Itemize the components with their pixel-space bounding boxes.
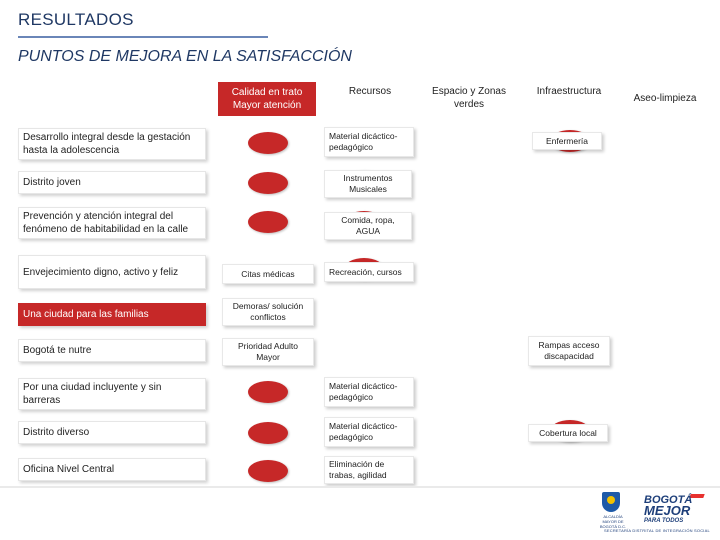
cell-rampas: Rampas acceso discapacidad — [528, 336, 610, 366]
marker-dot — [248, 211, 288, 233]
marker-dot — [248, 132, 288, 154]
marker-dot — [248, 381, 288, 403]
column-header-recursos: Recursos — [324, 82, 416, 100]
alcaldia-text: ALCALDÍA MAYOR DE BOGOTÁ D.C. — [599, 514, 627, 529]
row-label-distrito-joven: Distrito joven — [18, 171, 206, 194]
marker-dot — [248, 422, 288, 444]
row-label-envejecimiento: Envejecimiento digno, activo y feliz — [18, 255, 206, 289]
page-title: RESULTADOS — [18, 10, 134, 29]
title-underline — [18, 36, 268, 38]
cell-enfermeria: Enfermería — [532, 132, 602, 150]
row-label-distrito-diverso: Distrito diverso — [18, 421, 206, 444]
column-header-infraestructura: Infraestructura — [522, 82, 616, 100]
cell-material-didactico: Material dicáctico-pedagógico — [324, 377, 414, 407]
cell-cobertura-local: Cobertura local — [528, 424, 608, 442]
cell-material-didactico: Material dicáctico-pedagógico — [324, 417, 414, 447]
row-label-desarrollo: Desarrollo integral desde la gestación hasta la adolescencia — [18, 128, 206, 160]
row-label-bogota-nutre: Bogotá te nutre — [18, 339, 206, 362]
row-label-incluyente: Por una ciudad incluyente y sin barreras — [18, 378, 206, 410]
brand-line-1: BOGOTÁ — [644, 494, 693, 506]
column-header-espacio: Espacio y Zonas verdes — [424, 82, 514, 114]
shield-icon — [602, 492, 620, 512]
cell-eliminacion-trabas: Eliminación de trabas, agilidad — [324, 456, 414, 484]
page-subtitle: PUNTOS DE MEJORA EN LA SATISFACCIÓN — [18, 48, 352, 65]
brand-line-3: PARA TODOS — [644, 518, 684, 524]
secretaria-text: SECRETARÍA DISTRITAL DE INTEGRACIÓN SOCIAL — [604, 528, 710, 533]
cell-material-didactico: Material dicáctico-pedagógico — [324, 127, 414, 157]
cell-comida: Comida, ropa, AGUA — [324, 212, 412, 240]
cell-instrumentos: Instrumentos Musicales — [324, 170, 412, 198]
column-header-aseo: Aseo-limpieza — [624, 82, 706, 114]
row-label-nivel-central: Oficina Nivel Central — [18, 458, 206, 481]
footer-divider — [0, 486, 720, 488]
column-header-calidad: Calidad en trato Mayor atención — [218, 82, 316, 116]
row-label-familias: Una ciudad para las familias — [18, 303, 206, 326]
row-label-prevencion: Prevención y atención integral del fenómeno de habitabilidad en la calle — [18, 207, 206, 239]
marker-dot — [248, 460, 288, 482]
bogota-logo — [599, 492, 712, 534]
marker-dot — [248, 172, 288, 194]
brand-line-2: MEJOR — [644, 503, 691, 518]
cell-prioridad-adulto-mayor: Prioridad Adulto Mayor — [222, 338, 314, 366]
cell-citas-medicas: Citas médicas — [222, 264, 314, 284]
cell-recreacion: Recreación, cursos — [324, 262, 414, 282]
cell-demoras: Demoras/ solución conflictos — [222, 298, 314, 326]
